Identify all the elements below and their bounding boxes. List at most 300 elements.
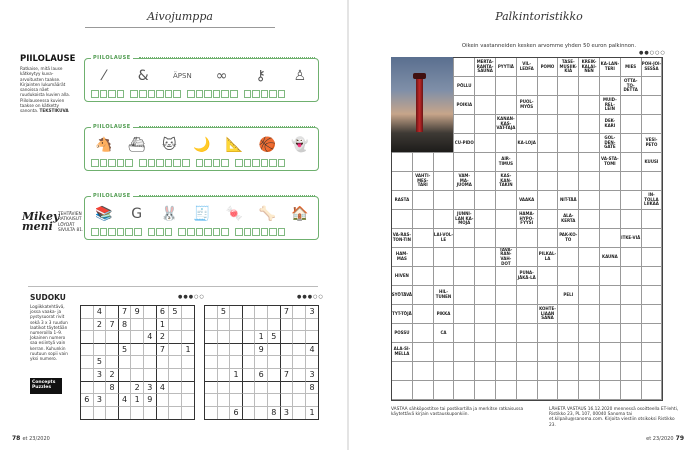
sudoku-cell[interactable] xyxy=(119,369,132,382)
answer-cell[interactable] xyxy=(475,77,496,96)
sudoku-cell[interactable]: 1 xyxy=(131,394,144,407)
answer-cell[interactable] xyxy=(621,343,642,362)
sudoku-cell[interactable] xyxy=(144,407,157,420)
answer-cell[interactable] xyxy=(642,77,663,96)
answer-cell[interactable] xyxy=(517,305,538,324)
answer-cell[interactable] xyxy=(475,115,496,134)
answer-cell[interactable] xyxy=(579,324,600,343)
answer-cell[interactable] xyxy=(517,172,538,191)
sudoku-cell[interactable]: 9 xyxy=(144,394,157,407)
sudoku-cell[interactable] xyxy=(119,382,132,395)
answer-cell[interactable] xyxy=(558,381,579,400)
answer-cell[interactable] xyxy=(413,267,434,286)
answer-cell[interactable] xyxy=(434,343,455,362)
sudoku-cell[interactable]: 8 xyxy=(106,382,119,395)
sudoku-cell[interactable] xyxy=(106,306,119,319)
sudoku-cell[interactable] xyxy=(268,306,281,319)
answer-cell[interactable] xyxy=(538,381,559,400)
answer-cell[interactable] xyxy=(517,77,538,96)
sudoku-cell[interactable] xyxy=(205,407,218,420)
sudoku-cell[interactable] xyxy=(293,331,306,344)
answer-cell[interactable] xyxy=(454,153,475,172)
sudoku-cell[interactable]: 7 xyxy=(106,319,119,332)
sudoku-cell[interactable] xyxy=(81,369,94,382)
sudoku-cell[interactable] xyxy=(106,344,119,357)
answer-cell[interactable] xyxy=(413,324,434,343)
answer-cell[interactable] xyxy=(475,343,496,362)
answer-cell[interactable] xyxy=(579,286,600,305)
answer-cell[interactable] xyxy=(496,286,517,305)
answer-cell[interactable] xyxy=(621,134,642,153)
answer-cell[interactable] xyxy=(600,324,621,343)
sudoku-cell[interactable]: 7 xyxy=(281,306,294,319)
sudoku-cell[interactable]: 2 xyxy=(131,382,144,395)
answer-cell[interactable] xyxy=(475,248,496,267)
sudoku-cell[interactable] xyxy=(306,356,319,369)
sudoku-cell[interactable] xyxy=(182,306,195,319)
sudoku-cell[interactable] xyxy=(205,356,218,369)
sudoku-cell[interactable] xyxy=(182,356,195,369)
answer-cell[interactable] xyxy=(434,362,455,381)
sudoku-cell[interactable] xyxy=(218,319,231,332)
sudoku-cell[interactable] xyxy=(230,331,243,344)
sudoku-cell[interactable] xyxy=(268,369,281,382)
sudoku-cell[interactable] xyxy=(144,344,157,357)
sudoku-cell[interactable] xyxy=(131,331,144,344)
answer-cell[interactable] xyxy=(434,381,455,400)
answer-cell[interactable] xyxy=(496,96,517,115)
sudoku-cell[interactable]: 9 xyxy=(255,344,268,357)
answer-cell[interactable] xyxy=(579,210,600,229)
sudoku-cell[interactable] xyxy=(182,319,195,332)
answer-cell[interactable] xyxy=(621,96,642,115)
sudoku-cell[interactable]: 6 xyxy=(157,306,170,319)
sudoku-cell[interactable] xyxy=(169,394,182,407)
answer-cell[interactable] xyxy=(579,305,600,324)
answer-cell[interactable] xyxy=(558,172,579,191)
answer-cell[interactable] xyxy=(621,248,642,267)
sudoku-cell[interactable] xyxy=(81,356,94,369)
sudoku-cell[interactable]: 8 xyxy=(306,382,319,395)
sudoku-cell[interactable] xyxy=(281,319,294,332)
answer-cell[interactable] xyxy=(475,153,496,172)
answer-cell[interactable] xyxy=(642,381,663,400)
sudoku-cell[interactable] xyxy=(243,356,256,369)
sudoku-cell[interactable] xyxy=(255,306,268,319)
sudoku-cell[interactable] xyxy=(119,331,132,344)
answer-cell[interactable] xyxy=(600,267,621,286)
sudoku-cell[interactable]: 5 xyxy=(94,356,107,369)
sudoku-cell[interactable] xyxy=(306,319,319,332)
answer-cell[interactable] xyxy=(621,381,642,400)
sudoku-cell[interactable] xyxy=(268,319,281,332)
answer-cell[interactable] xyxy=(434,153,455,172)
sudoku-cell[interactable]: 3 xyxy=(306,369,319,382)
sudoku-cell[interactable] xyxy=(268,344,281,357)
sudoku-cell[interactable]: 1 xyxy=(230,369,243,382)
sudoku-cell[interactable] xyxy=(205,394,218,407)
sudoku-cell[interactable]: 7 xyxy=(281,369,294,382)
answer-cell[interactable] xyxy=(579,267,600,286)
answer-cell[interactable] xyxy=(538,210,559,229)
sudoku-cell[interactable] xyxy=(306,394,319,407)
sudoku-cell[interactable]: 4 xyxy=(144,331,157,344)
answer-cell[interactable] xyxy=(413,229,434,248)
sudoku-cell[interactable] xyxy=(169,331,182,344)
answer-cell[interactable] xyxy=(621,324,642,343)
sudoku-cell[interactable]: 7 xyxy=(119,306,132,319)
sudoku-cell[interactable] xyxy=(243,369,256,382)
sudoku-cell[interactable] xyxy=(81,407,94,420)
sudoku-cell[interactable] xyxy=(281,382,294,395)
sudoku-cell[interactable] xyxy=(169,382,182,395)
sudoku-cell[interactable] xyxy=(169,356,182,369)
sudoku-cell[interactable]: 5 xyxy=(119,344,132,357)
sudoku-cell[interactable] xyxy=(182,382,195,395)
answer-cell[interactable] xyxy=(475,381,496,400)
sudoku-cell[interactable] xyxy=(230,394,243,407)
answer-cell[interactable] xyxy=(642,248,663,267)
answer-cell[interactable] xyxy=(558,362,579,381)
sudoku-cell[interactable]: 6 xyxy=(255,369,268,382)
sudoku-cell[interactable]: 6 xyxy=(230,407,243,420)
answer-cell[interactable] xyxy=(496,305,517,324)
answer-cell[interactable] xyxy=(434,248,455,267)
answer-cell[interactable] xyxy=(621,210,642,229)
sudoku-cell[interactable] xyxy=(94,344,107,357)
sudoku-cell[interactable] xyxy=(243,394,256,407)
answer-cell[interactable] xyxy=(454,305,475,324)
sudoku-cell[interactable] xyxy=(281,394,294,407)
answer-cell[interactable] xyxy=(642,172,663,191)
answer-cell[interactable] xyxy=(579,115,600,134)
sudoku-cell[interactable] xyxy=(293,394,306,407)
answer-cell[interactable] xyxy=(642,286,663,305)
sudoku-cell[interactable] xyxy=(218,356,231,369)
sudoku-cell[interactable] xyxy=(268,356,281,369)
answer-cell[interactable] xyxy=(517,248,538,267)
answer-cell[interactable] xyxy=(517,115,538,134)
sudoku-cell[interactable]: 5 xyxy=(169,306,182,319)
sudoku-cell[interactable]: 4 xyxy=(94,306,107,319)
answer-cell[interactable] xyxy=(517,343,538,362)
sudoku-cell[interactable] xyxy=(106,394,119,407)
sudoku-cell[interactable] xyxy=(255,407,268,420)
answer-cell[interactable] xyxy=(642,115,663,134)
sudoku-cell[interactable]: 3 xyxy=(94,394,107,407)
sudoku-cell[interactable] xyxy=(243,319,256,332)
sudoku-cell[interactable] xyxy=(144,319,157,332)
answer-cell[interactable] xyxy=(538,96,559,115)
answer-cell[interactable] xyxy=(496,324,517,343)
answer-cell[interactable] xyxy=(454,191,475,210)
answer-cell[interactable] xyxy=(600,77,621,96)
sudoku-cell[interactable] xyxy=(119,407,132,420)
sudoku-cell[interactable] xyxy=(94,331,107,344)
sudoku-cell[interactable] xyxy=(255,319,268,332)
sudoku-cell[interactable] xyxy=(157,356,170,369)
answer-cell[interactable] xyxy=(558,77,579,96)
answer-cell[interactable] xyxy=(475,210,496,229)
answer-cell[interactable] xyxy=(454,58,475,77)
answer-cell[interactable] xyxy=(558,305,579,324)
answer-cell[interactable] xyxy=(538,324,559,343)
sudoku-cell[interactable] xyxy=(243,331,256,344)
sudoku-cell[interactable] xyxy=(218,382,231,395)
sudoku-cell[interactable] xyxy=(205,382,218,395)
answer-cell[interactable] xyxy=(621,172,642,191)
answer-cell[interactable] xyxy=(621,267,642,286)
answer-cell[interactable] xyxy=(538,134,559,153)
sudoku-cell[interactable] xyxy=(218,369,231,382)
answer-cell[interactable] xyxy=(392,172,413,191)
answer-cell[interactable] xyxy=(538,172,559,191)
answer-cell[interactable] xyxy=(475,324,496,343)
answer-cell[interactable] xyxy=(538,267,559,286)
sudoku-cell[interactable]: 5 xyxy=(268,331,281,344)
sudoku-cell[interactable] xyxy=(255,394,268,407)
sudoku-cell[interactable] xyxy=(255,356,268,369)
answer-cell[interactable] xyxy=(434,172,455,191)
answer-cell[interactable] xyxy=(475,229,496,248)
answer-cell[interactable] xyxy=(538,153,559,172)
answer-cell[interactable] xyxy=(579,134,600,153)
sudoku-cell[interactable] xyxy=(230,306,243,319)
answer-cell[interactable] xyxy=(454,343,475,362)
answer-cell[interactable] xyxy=(538,191,559,210)
answer-cell[interactable] xyxy=(496,134,517,153)
answer-cell[interactable] xyxy=(475,286,496,305)
answer-cell[interactable] xyxy=(538,77,559,96)
sudoku-cell[interactable] xyxy=(157,394,170,407)
answer-cell[interactable] xyxy=(413,286,434,305)
answer-cell[interactable] xyxy=(392,210,413,229)
answer-cell[interactable] xyxy=(621,362,642,381)
answer-cell[interactable] xyxy=(558,324,579,343)
sudoku-cell[interactable] xyxy=(306,331,319,344)
answer-cell[interactable] xyxy=(642,362,663,381)
sudoku-cell[interactable] xyxy=(243,344,256,357)
answer-cell[interactable] xyxy=(392,153,413,172)
answer-cell[interactable] xyxy=(579,153,600,172)
answer-cell[interactable] xyxy=(558,115,579,134)
answer-cell[interactable] xyxy=(621,286,642,305)
sudoku-cell[interactable] xyxy=(230,319,243,332)
answer-cell[interactable] xyxy=(454,362,475,381)
sudoku-cell[interactable] xyxy=(230,344,243,357)
sudoku-cell[interactable] xyxy=(182,369,195,382)
answer-cell[interactable] xyxy=(475,267,496,286)
answer-cell[interactable] xyxy=(621,115,642,134)
answer-cell[interactable] xyxy=(496,229,517,248)
answer-cell[interactable] xyxy=(579,229,600,248)
sudoku-cell[interactable] xyxy=(205,306,218,319)
answer-cell[interactable] xyxy=(558,96,579,115)
answer-cell[interactable] xyxy=(475,362,496,381)
sudoku-cell[interactable] xyxy=(81,306,94,319)
sudoku-cell[interactable] xyxy=(255,382,268,395)
answer-cell[interactable] xyxy=(538,229,559,248)
answer-cell[interactable] xyxy=(496,343,517,362)
sudoku-cell[interactable] xyxy=(169,407,182,420)
answer-cell[interactable] xyxy=(579,77,600,96)
sudoku-cell[interactable] xyxy=(182,394,195,407)
sudoku-cell[interactable] xyxy=(131,344,144,357)
answer-cell[interactable] xyxy=(434,191,455,210)
sudoku-cell[interactable]: 3 xyxy=(306,306,319,319)
sudoku-cell[interactable] xyxy=(293,344,306,357)
sudoku-grid-b[interactable] xyxy=(204,305,319,420)
sudoku-cell[interactable] xyxy=(94,382,107,395)
answer-cell[interactable] xyxy=(496,362,517,381)
sudoku-cell[interactable]: 9 xyxy=(131,306,144,319)
sudoku-cell[interactable] xyxy=(218,344,231,357)
answer-cell[interactable] xyxy=(413,305,434,324)
answer-cell[interactable] xyxy=(496,381,517,400)
sudoku-cell[interactable] xyxy=(218,331,231,344)
sudoku-cell[interactable]: 3 xyxy=(281,407,294,420)
answer-cell[interactable] xyxy=(413,153,434,172)
sudoku-cell[interactable]: 4 xyxy=(119,394,132,407)
answer-cell[interactable] xyxy=(475,305,496,324)
answer-cell[interactable] xyxy=(600,191,621,210)
answer-cell[interactable] xyxy=(579,191,600,210)
answer-cell[interactable] xyxy=(621,153,642,172)
sudoku-cell[interactable] xyxy=(106,407,119,420)
sudoku-cell[interactable] xyxy=(230,356,243,369)
answer-cell[interactable] xyxy=(538,362,559,381)
sudoku-cell[interactable]: 1 xyxy=(309,407,315,417)
sudoku-cell[interactable] xyxy=(268,382,281,395)
sudoku-cell[interactable]: 7 xyxy=(157,344,170,357)
answer-cell[interactable] xyxy=(600,305,621,324)
answer-cell[interactable] xyxy=(579,172,600,191)
sudoku-cell[interactable] xyxy=(205,331,218,344)
sudoku-cell[interactable] xyxy=(157,369,170,382)
answer-cell[interactable] xyxy=(475,134,496,153)
answer-cell[interactable] xyxy=(413,343,434,362)
sudoku-cell[interactable] xyxy=(293,382,306,395)
answer-cell[interactable] xyxy=(434,267,455,286)
sudoku-cell[interactable] xyxy=(218,407,231,420)
answer-cell[interactable] xyxy=(434,210,455,229)
answer-cell[interactable] xyxy=(600,229,621,248)
sudoku-cell[interactable] xyxy=(293,356,306,369)
answer-cell[interactable] xyxy=(600,362,621,381)
answer-cell[interactable] xyxy=(538,115,559,134)
sudoku-cell[interactable] xyxy=(94,407,107,420)
sudoku-cell[interactable]: 1 xyxy=(255,331,268,344)
sudoku-cell[interactable] xyxy=(281,356,294,369)
sudoku-cell[interactable] xyxy=(81,344,94,357)
sudoku-cell[interactable] xyxy=(144,306,157,319)
answer-cell[interactable] xyxy=(413,210,434,229)
answer-cell[interactable] xyxy=(454,381,475,400)
answer-cell[interactable] xyxy=(496,210,517,229)
answer-cell[interactable] xyxy=(496,267,517,286)
answer-cell[interactable] xyxy=(621,305,642,324)
sudoku-cell[interactable] xyxy=(293,319,306,332)
answer-cell[interactable] xyxy=(392,381,413,400)
sudoku-cell[interactable]: 3 xyxy=(94,369,107,382)
answer-cell[interactable] xyxy=(600,286,621,305)
sudoku-cell[interactable]: 6 xyxy=(81,394,94,407)
answer-cell[interactable] xyxy=(600,210,621,229)
answer-cell[interactable] xyxy=(413,381,434,400)
sudoku-cell[interactable]: 2 xyxy=(106,369,119,382)
sudoku-cell[interactable] xyxy=(293,407,306,420)
sudoku-cell[interactable] xyxy=(293,369,306,382)
sudoku-cell[interactable]: 4 xyxy=(157,382,170,395)
answer-cell[interactable] xyxy=(413,248,434,267)
answer-cell[interactable] xyxy=(538,343,559,362)
sudoku-cell[interactable] xyxy=(182,331,195,344)
answer-cell[interactable] xyxy=(538,286,559,305)
answer-cell[interactable] xyxy=(558,153,579,172)
answer-cell[interactable] xyxy=(517,229,538,248)
sudoku-cell[interactable] xyxy=(281,331,294,344)
answer-cell[interactable] xyxy=(454,229,475,248)
answer-cell[interactable] xyxy=(579,381,600,400)
sudoku-cell[interactable] xyxy=(131,369,144,382)
sudoku-cell[interactable]: 1 xyxy=(182,344,195,357)
sudoku-grid-a[interactable] xyxy=(80,305,195,420)
sudoku-cell[interactable] xyxy=(144,369,157,382)
sudoku-cell[interactable] xyxy=(119,356,132,369)
sudoku-cell[interactable] xyxy=(169,369,182,382)
sudoku-cell[interactable] xyxy=(230,382,243,395)
answer-cell[interactable] xyxy=(642,267,663,286)
answer-cell[interactable] xyxy=(454,267,475,286)
answer-cell[interactable] xyxy=(517,362,538,381)
answer-cell[interactable] xyxy=(475,191,496,210)
sudoku-cell[interactable]: 8 xyxy=(119,319,132,332)
sudoku-cell[interactable] xyxy=(169,344,182,357)
answer-cell[interactable] xyxy=(642,324,663,343)
sudoku-cell[interactable]: 2 xyxy=(94,319,107,332)
answer-cell[interactable] xyxy=(579,248,600,267)
answer-cell[interactable] xyxy=(642,305,663,324)
sudoku-cell[interactable] xyxy=(157,407,170,420)
answer-cell[interactable] xyxy=(454,248,475,267)
answer-cell[interactable] xyxy=(600,381,621,400)
answer-cell[interactable] xyxy=(454,286,475,305)
sudoku-cell[interactable] xyxy=(131,319,144,332)
answer-cell[interactable] xyxy=(558,248,579,267)
answer-cell[interactable] xyxy=(517,324,538,343)
sudoku-cell[interactable] xyxy=(144,356,157,369)
answer-cell[interactable] xyxy=(517,381,538,400)
answer-cell[interactable] xyxy=(392,362,413,381)
answer-cell[interactable] xyxy=(475,96,496,115)
sudoku-cell[interactable] xyxy=(205,344,218,357)
answer-cell[interactable] xyxy=(496,77,517,96)
sudoku-cell[interactable] xyxy=(205,369,218,382)
answer-cell[interactable] xyxy=(558,343,579,362)
sudoku-cell[interactable]: 3 xyxy=(144,382,157,395)
sudoku-cell[interactable] xyxy=(268,394,281,407)
sudoku-cell[interactable]: 5 xyxy=(218,306,231,319)
sudoku-cell[interactable]: 8 xyxy=(268,407,281,420)
answer-cell[interactable] xyxy=(558,134,579,153)
answer-cell[interactable] xyxy=(600,343,621,362)
answer-cell[interactable] xyxy=(454,115,475,134)
answer-cell[interactable] xyxy=(579,343,600,362)
sudoku-cell[interactable] xyxy=(131,356,144,369)
answer-cell[interactable] xyxy=(642,229,663,248)
sudoku-cell[interactable] xyxy=(106,356,119,369)
answer-cell[interactable] xyxy=(496,191,517,210)
